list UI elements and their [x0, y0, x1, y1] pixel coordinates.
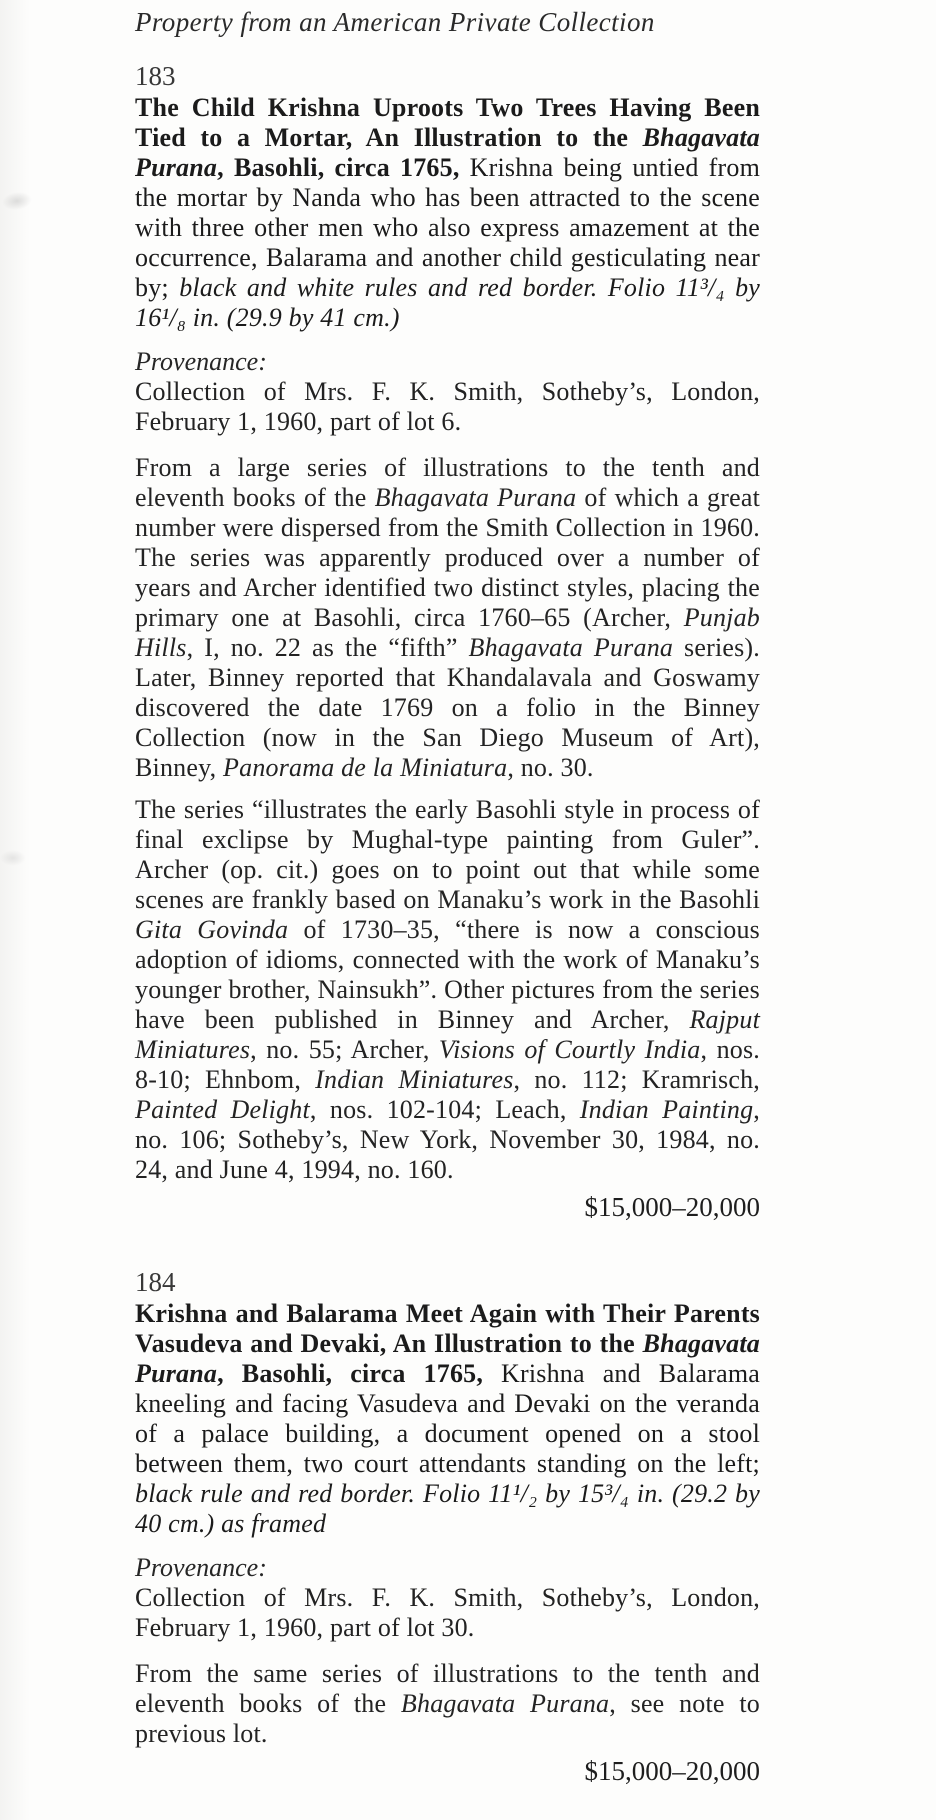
text-run: Painted Delight: [135, 1095, 310, 1124]
text-run: of 1730–35, “there is now a conscious adoption of idioms, connected with the work of Manaku’s younger brother, Nainsukh”. Other pictures from the series have been published in Binney and Archer,: [135, 915, 760, 1034]
text-run: , Basohli, circa 1765,: [217, 1359, 502, 1388]
text-run: , nos. 8-10; Ehnbom,: [135, 1035, 760, 1094]
text-run: The series “illustrates the early Basohli style in process of final exclipse by Mughal-type painting from Guler”. Archer (op. cit.) goes on to point out that while some scenes are frankly based on Manaku’s work in the Basohli: [135, 795, 760, 914]
text-run: of which a great number were dispersed from the Smith Collection in 1960. The series was apparently produced over a number of years and Archer identified two distinct styles, placing the primary one at Basohli, circa 1760–65 (Archer,: [135, 483, 760, 632]
text-run: , see note to previous lot.: [135, 1689, 760, 1748]
text-run: Rajput Miniatures: [135, 1005, 760, 1064]
text-run: Gita Govinda: [135, 915, 289, 944]
text-run: Krishna being untied from the mortar by Nanda who has been attracted to the scene with three other men who also express amazement at the occurrence, Balarama and another child gesticulating near by;: [135, 153, 761, 302]
text-run: Krishna and Balarama Meet Again with Their Parents Vasudeva and Devaki, An Illustration to the: [135, 1299, 760, 1358]
text-run: Krishna and Balarama kneeling and facing Vasudeva and Devaki on the veranda of a palace building, a document opened on a stool between them, two court attendants standing on the left;: [135, 1359, 761, 1478]
provenance-text: Collection of Mrs. F. K. Smith, Sotheby’s, London, February 1, 1960, part of lot 6.: [135, 377, 760, 436]
text-run: Indian Miniatures: [315, 1065, 514, 1094]
lot-title: [135, 1299, 760, 1539]
text-run: , I, no. 22 as the “fifth”: [186, 633, 469, 662]
text-run: , no. 30.: [507, 753, 594, 782]
lot-title: [135, 93, 760, 333]
text-run: Visions of Courtly India: [438, 1035, 701, 1064]
text-run: , no. 106; Sotheby’s, New York, November 30, 1984, no. 24, and June 4, 1994, no. 160.: [135, 1095, 760, 1184]
text-run: , no. 55; Archer,: [250, 1035, 439, 1064]
text-run: Bhagavata Purana: [400, 1689, 610, 1718]
lot-note: [135, 1659, 760, 1749]
scan-smudge: [1, 190, 33, 212]
text-run: , no. 112; Kramrisch,: [513, 1065, 760, 1094]
text-run: series). Later, Binney reported that Khandalavala and Goswamy discovered the date 1769 on a folio in the Binney Collection (now in the San Diego Museum of Art), Binney,: [135, 633, 760, 782]
text-column: [135, 0, 760, 1787]
lot-184-section: [135, 1267, 760, 1787]
text-run: , nos. 102-104; Leach,: [309, 1095, 580, 1124]
provenance-label: Provenance:: [135, 347, 267, 376]
scan-smudge: [0, 850, 26, 866]
scan-edge-shading: [0, 0, 30, 1820]
text-run: Bhagavata Purana: [374, 483, 577, 512]
text-run: Indian Painting: [579, 1095, 754, 1124]
text-run: Panorama de la Miniatura: [223, 753, 508, 782]
text-run: black and white rules and red border. Folio 11³/₄ by 16¹/₈ in. (29.9 by 41 cm.): [135, 273, 761, 332]
lot-note: [135, 795, 760, 1185]
lot-note: [135, 453, 760, 783]
provenance-text: Collection of Mrs. F. K. Smith, Sotheby’s, London, February 1, 1960, part of lot 30.: [135, 1583, 760, 1642]
lot-number: 184: [135, 1267, 176, 1297]
text-run: , Basohli, circa 1765,: [217, 153, 470, 182]
lot-estimate: $15,000–20,000: [584, 1756, 760, 1786]
collection-heading: Property from an American Private Collection: [135, 7, 655, 37]
text-run: From the same series of illustrations to the tenth and eleventh books of the: [135, 1659, 760, 1718]
text-run: black rule and red border. Folio 11¹/₂ by 15³/₄ in. (29.2 by 40 cm.) as framed: [135, 1479, 760, 1538]
text-run: Punjab Hills: [135, 603, 760, 662]
text-run: From a large series of illustrations to the tenth and eleventh books of the: [135, 453, 760, 512]
text-run: Bhagavata Purana: [135, 1329, 760, 1388]
lot-183-section: [135, 61, 760, 1223]
lot-number: 183: [135, 61, 176, 91]
lot-estimate: $15,000–20,000: [584, 1192, 760, 1222]
text-run: Bhagavata Purana: [135, 123, 760, 182]
text-run: Bhagavata Purana: [468, 633, 674, 662]
provenance-label: Provenance:: [135, 1553, 267, 1582]
text-run: The Child Krishna Uproots Two Trees Having Been Tied to a Mortar, An Illustration to the: [135, 93, 760, 152]
